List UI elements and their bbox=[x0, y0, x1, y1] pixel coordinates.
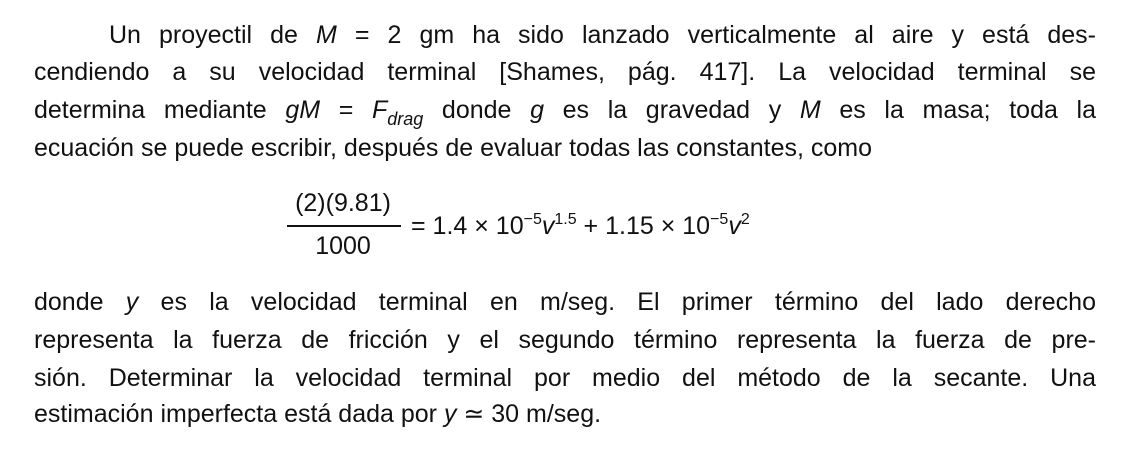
variable-M: M bbox=[799, 96, 821, 124]
variable-v: y bbox=[443, 400, 457, 428]
paragraph-2-line-4 bbox=[34, 399, 1096, 429]
variable-v: v bbox=[728, 212, 741, 240]
text-run: donde bbox=[423, 96, 531, 124]
paragraph-1-line-1 bbox=[109, 20, 1096, 50]
fraction-bar bbox=[287, 225, 401, 227]
equation-term: = 1.4 × 10 bbox=[411, 212, 524, 240]
fraction-numerator: (2)(9.81) bbox=[295, 189, 391, 217]
equation-right-side bbox=[411, 211, 750, 245]
variable-v: v bbox=[541, 212, 555, 240]
fraction-denominator: 1000 bbox=[315, 232, 371, 260]
exponent: −5 bbox=[710, 211, 729, 228]
equation bbox=[283, 188, 883, 268]
paragraph-1-line-4: ecuación se puede escribir, después de evaluar todas las constantes, como bbox=[34, 134, 873, 162]
variable-M: M bbox=[315, 21, 337, 49]
paragraph-2-line-3: sión. Determinar la velocidad terminal por medio del método de la secante. Una bbox=[34, 364, 1096, 392]
text-run: = bbox=[320, 96, 372, 124]
text-run: es la masa; toda la bbox=[820, 96, 1096, 124]
exponent: 2 bbox=[740, 211, 750, 228]
exponent: −5 bbox=[523, 211, 542, 228]
paragraph-1-line-3 bbox=[34, 95, 1096, 127]
variable-gM: gM bbox=[285, 96, 321, 124]
variable-F: F bbox=[371, 96, 388, 124]
variable-g: g bbox=[530, 96, 544, 124]
text-run: ≃ 30 m/seg. bbox=[456, 400, 602, 428]
exponent: 1.5 bbox=[554, 211, 577, 228]
text-run: es la gravedad y bbox=[544, 96, 800, 124]
text-run: es la velocidad terminal en m/seg. El primer término del lado derecho bbox=[138, 288, 1096, 316]
paragraph-1-line-2: cendiendo a su velocidad terminal [Shames, pág. 417]. La velocidad terminal se bbox=[34, 58, 1096, 86]
text-run: estimación imperfecta está dada por bbox=[34, 400, 444, 428]
text-run: = 2 gm ha sido lanzado verticalmente al aire y está des- bbox=[336, 21, 1096, 49]
equation-term: + 1.15 × 10 bbox=[576, 212, 711, 240]
variable-v: y bbox=[125, 288, 139, 316]
text-run: determina mediante bbox=[34, 96, 286, 124]
text-run: donde bbox=[34, 288, 126, 316]
text-run: Un proyectil de bbox=[109, 21, 316, 49]
paragraph-2-line-2: representa la fuerza de fricción y el segundo término representa la fuerza de pre- bbox=[34, 326, 1096, 354]
subscript-drag: drag bbox=[387, 109, 424, 129]
paragraph-2-line-1 bbox=[34, 287, 1096, 317]
